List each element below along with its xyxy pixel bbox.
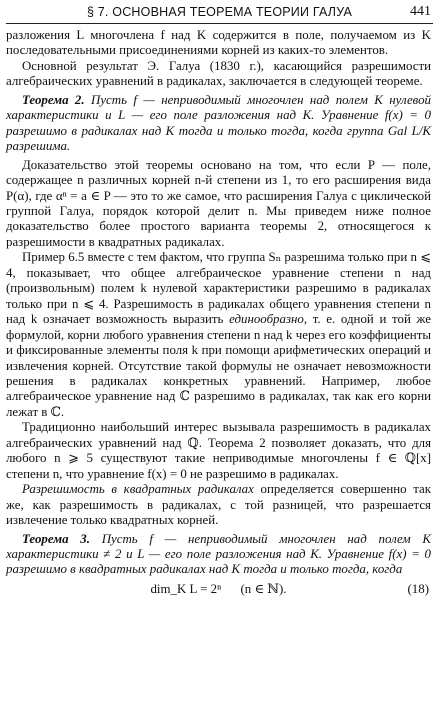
paragraph: Разрешимость в квадратных радикалах определяется совершенно так же, как разрешимость в радикалах, с той разницей, что разрешается извлечение только квадратных корней. xyxy=(6,482,431,528)
equation-expression: dim_K L = 2ⁿ xyxy=(150,581,222,596)
running-header xyxy=(6,3,433,24)
theorem-label: Теорема 3. xyxy=(22,531,90,546)
theorem-2 xyxy=(6,93,431,155)
page-number: 441 xyxy=(410,4,431,19)
paragraph: Доказательство этой теоремы основано на том, что если P — поле, содержащее n различных корней n-й степени из 1, то его расширения вида P(α), где αⁿ = a ∈ P — это то же самое, что расширения Галуа с циклической группой Галуа, порядок которой делит n. Мы приведем ниже полное доказательство более простого варианта теоремы 2, относящегося к разрешимости в квадратных радикалах. xyxy=(6,157,431,249)
theorem-3 xyxy=(6,532,431,578)
emphasis: Разрешимость в квадратных радикалах xyxy=(22,482,254,497)
page-body xyxy=(6,28,431,597)
theorem-statement: Пусть f — неприводимый многочлен над полем K нулевой характеристики и L — его поле разложения над K. Уравнение f(x) = 0 разрешимо в радикалах над K тогда и только тогда, когда группа Gal L/K разрешима. xyxy=(6,92,431,154)
paragraph: Традиционно наибольший интерес вызывала разрешимость в радикалах алгебраических уравнений над ℚ. Теорема 2 позволяет доказать, что для любого n ⩾ 5 существуют такие неприводимые многочлены f ∈ ℚ[x] степени n, что уравнение f(x) = 0 не разрешимо в радикалах. xyxy=(6,420,431,481)
equation-condition: (n ∈ ℕ). xyxy=(240,581,287,596)
equation-18 xyxy=(6,582,431,597)
equation-number: (18) xyxy=(407,581,429,596)
theorem-label: Теорема 2. xyxy=(22,92,85,107)
chapter-title: § 7. ОСНОВНАЯ ТЕОРЕМА ТЕОРИИ ГАЛУА xyxy=(86,5,353,19)
paragraph: Пример 6.5 вместе с тем фактом, что группа Sₙ разрешима только при n ⩽ 4, показывает, что общее алгебраическое уравнение степени n над (произвольным) полем k нулевой характеристики разрешимо в радикалах только при n ⩽ 4. Разрешимость в радикалах общего уравнения степени n над k означает возможность выразить единообразно, т. е. одной и той же формулой, корни любого уравнения степени n над k через его коэффициенты и фиксированные элементы поля k при помощи арифметических операций и извлечения корней. Отсутствие такой формулы не означает невозможности решения в радикалах конкретных уравнений. Например, любое алгебраическое уравнение над ℂ разрешимо в радикалах, так как его корни лежат в ℂ. xyxy=(6,250,431,419)
paragraph: Основной результат Э. Галуа (1830 г.), касающийся разрешимости алгебраических уравнений в радикалах, заключается в следующей теореме. xyxy=(6,58,431,89)
paragraph: разложения L многочлена f над K содержится в поле, получаемом из K последовательными присоединениями корней из каких-то элементов. xyxy=(6,28,431,58)
emphasis: единообразно xyxy=(229,312,304,327)
theorem-statement: Пусть f — неприводимый многочлен над полем K характеристики ≠ 2 и L — его поле разложения над K. Уравнение f(x) = 0 разрешимо в квадратных радикалах над K тогда и только тогда, когда xyxy=(6,531,431,577)
